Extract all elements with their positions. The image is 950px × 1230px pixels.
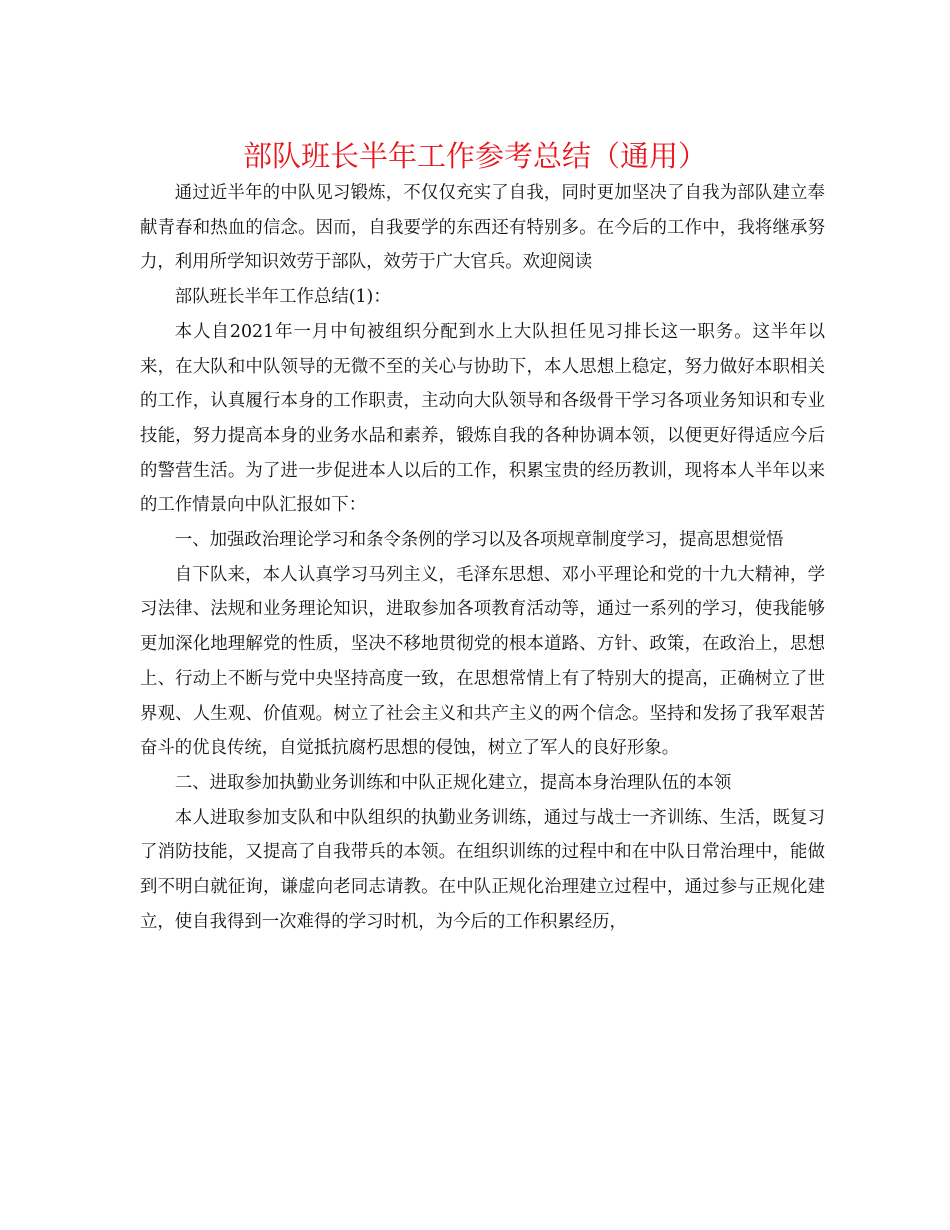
document-title: 部队班长半年工作参考总结（通用） — [242, 139, 707, 173]
paragraph-political-study: 自下队来，本人认真学习马列主义，毛泽东思想、邓小平理论和党的十九大精神，学习法律、法规和业务理论知识，进取参加各项教育活动等，通过一系列的学习，使我能够更加深化地理解党的性质，坚决不移地贯彻党的根本道路、方针、政策，在政治上，思想上、行动上不断与党中央坚持高度一致，在思想常情上有了特别大的提高，正确树立了世界观、人生观、价值观。树立了社会主义和共产主义的两个信念。坚持和发扬了我军艰苦奋斗的优良传统，自觉抵抗腐朽思想的侵蚀，树立了军人的良好形象。 — [140, 564, 825, 759]
document-body — [140, 176, 825, 939]
heading-political-study: 一、加强政治理论学习和条令条例的学习以及各项规章制度学习，提高思想觉悟 — [174, 530, 784, 551]
paragraph-intro: 通过近半年的中队见习锻炼，不仅仅充实了自我，同时更加坚决了自我为部队建立奉献青春和热血的信念。因而，自我要学的东西还有特别多。在今后的工作中，我将继承努力，利用所学知识效劳于部队，效劳于广大官兵。欢迎阅读 — [140, 183, 825, 273]
heading-duty-training: 二、进取参加执勤业务训练和中队正规化建立，提高本身治理队伍的本领 — [174, 772, 732, 793]
paragraph-self-intro: 本人自2021年一月中旬被组织分配到水上大队担任见习排长这一职务。这半年以来，在大队和中队领导的无微不至的关心与协助下，本人思想上稳定，努力做好本职相关的工作，认真履行本身的工作职责，主动向大队领导和各级骨干学习各项业务知识和专业技能，努力提高本身的业务水品和素养，锻炼自我的各种协调本领，以便更好得适应今后的警营生活。为了进一步促进本人以后的工作，积累宝贵的经历教训，现将本人半年以来的工作情景向中队汇报如下： — [140, 321, 825, 516]
paragraph-section-label: 部队班长半年工作总结(1)： — [174, 287, 391, 308]
paragraph-duty-training: 本人进取参加支队和中队组织的执勤业务训练，通过与战士一齐训练、生活，既复习了消防技能，又提高了自我带兵的本领。在组织训练的过程中和在中队日常治理中，能做到不明白就征询，谦虚向老同志请教。在中队正规化治理建立过程中，通过参与正规化建立，使自我得到一次难得的学习时机，为今后的工作积累经历， — [140, 807, 825, 932]
